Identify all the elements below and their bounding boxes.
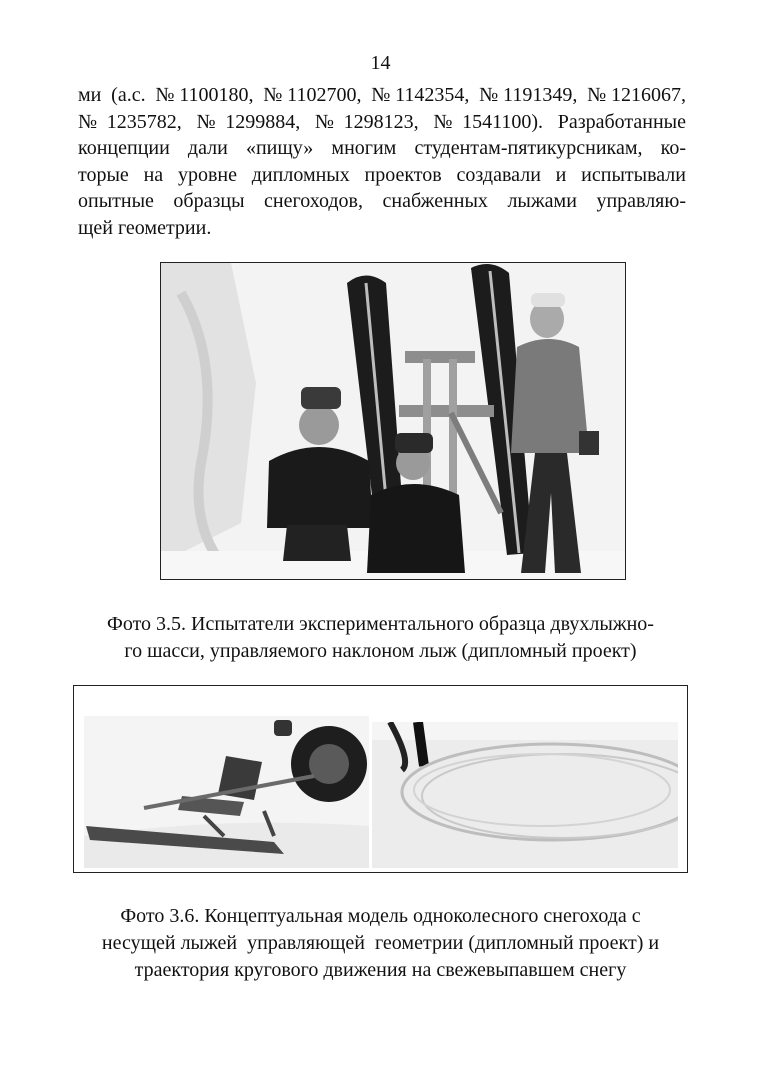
paragraph-line: торые на уровне дипломных проектов создавали и испытывали xyxy=(78,163,686,186)
photo-testers-with-skis xyxy=(160,262,626,580)
paragraph-line: №1235782, №1299884, №1298123, №1541100). Разработанные xyxy=(78,110,686,133)
paragraph-line: ми (а.с. №1100180, №1102700, №1142354, №1191349, №1216067, xyxy=(78,84,686,106)
photo-snowmobile-model xyxy=(84,716,369,868)
caption-line: траектория кругового движения на свежевыпавшем снегу xyxy=(134,959,627,981)
photo-circular-trajectory xyxy=(372,722,678,868)
paragraph-line: концепции дали «пищу» многим студентам-пятикурсникам, ко- xyxy=(78,137,686,159)
figure-caption-3-5 xyxy=(0,611,761,665)
caption-line: Фото 3.5. Испытатели экспериментального образца двухлыжно- xyxy=(107,613,654,635)
body-paragraph xyxy=(78,82,686,241)
caption-line: Фото 3.6. Концептуальная модель одноколесного снегохода с xyxy=(120,905,641,927)
caption-line: несущей лыжей управляющей геометрии (дипломный проект) и xyxy=(101,932,660,954)
figure-caption-3-6 xyxy=(0,903,761,984)
paragraph-line: опытные образцы снегоходов, снабженных лыжами управляю- xyxy=(78,190,686,212)
page-number: 14 xyxy=(370,52,391,74)
caption-line: го шасси, управляемого наклоном лыж (дипломный проект) xyxy=(124,640,637,662)
photo-monowheel-snowmobile-and-trajectory xyxy=(73,685,688,873)
paragraph-line: щей геометрии. xyxy=(78,216,212,239)
